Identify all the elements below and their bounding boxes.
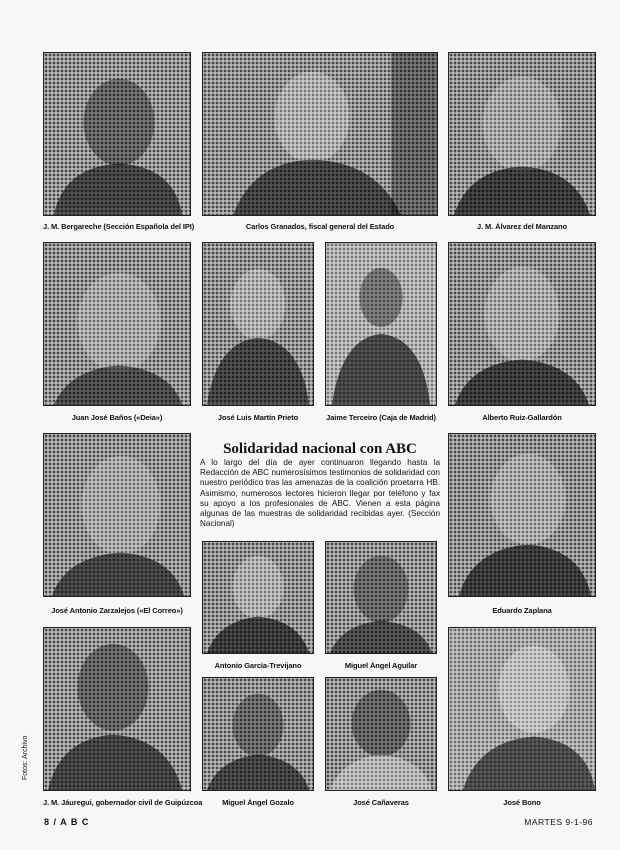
photo-gozalo [202,677,314,791]
caption-aguilar: Miguel Ángel Aguilar [344,661,418,670]
caption-granados: Carlos Granados, fiscal general del Estado [245,222,395,231]
portrait-figure [449,53,595,215]
portrait-figure [44,243,190,405]
caption-zarzalejos: José Antonio Zarzalejos («El Correo») [51,606,183,615]
portrait-figure [203,678,313,790]
photo-banos [43,242,191,406]
portrait-figure [326,542,436,653]
portrait-figure [203,53,437,215]
caption-alvarez-del-manzano: J. M. Álvarez del Manzano [476,222,568,231]
caption-zaplana: Eduardo Zaplana [492,606,552,615]
portrait-figure [203,542,313,653]
issue-date: MARTES 9-1-96 [524,817,593,827]
photo-terceiro [325,242,437,406]
photo-bergareche [43,52,191,216]
caption-banos: Juan José Baños («Deia») [71,413,163,422]
portrait-figure [44,628,190,790]
portrait-figure [44,434,190,596]
photo-garcia-trevijano [202,541,314,654]
photo-alvarez-del-manzano [448,52,596,216]
caption-terceiro: Jaime Terceiro (Caja de Madrid) [326,413,436,422]
photo-aguilar [325,541,437,654]
photo-martin-prieto [202,242,314,406]
caption-canaveras: José Cañaveras [353,798,409,807]
portrait-figure [449,434,595,596]
portrait-figure [326,243,436,405]
portrait-figure [44,53,190,215]
caption-bono: José Bono [503,798,541,807]
photo-jauregui [43,627,191,791]
photo-zaplana [448,433,596,597]
photo-granados [202,52,438,216]
caption-bergareche: J. M. Bergareche (Sección Española del IPI) [43,222,195,231]
portrait-figure [449,243,595,405]
caption-ruiz-gallardon: Alberto Ruiz-Gallardón [482,413,562,422]
photo-zarzalejos [43,433,191,597]
caption-jauregui: J. M. Jáuregui, gobernador civil de Guipúzcoa [43,798,203,807]
photo-canaveras [325,677,437,791]
article-headline: Solidaridad nacional con ABC [223,441,417,457]
caption-martin-prieto: José Luis Martín Prieto [217,413,299,422]
article-body: A lo largo del día de ayer continuaron llegando hasta la Redacción de ABC numerosísimos testimonios de solidaridad con nuestro periódico tras las amenazas de la coalición proetarra HB. Asimismo, numerosos lectores hicieron llegar por teléfono y fax su apoyo a los profesionales de ABC. Vienen a esta página algunas de las muestras de solidaridad recibidas ayer. (Sección Nacional) [200,458,440,529]
page-number: 8 / A B C [44,817,90,827]
portrait-figure [449,628,595,790]
photo-credit: Fotos: Archivo [22,735,29,780]
photo-bono [448,627,596,791]
portrait-figure [326,678,436,790]
portrait-figure [203,243,313,405]
caption-gozalo: Miguel Ángel Gozalo [222,798,294,807]
caption-garcia-trevijano: Antonio García-Trevijano [214,661,302,670]
photo-ruiz-gallardon [448,242,596,406]
